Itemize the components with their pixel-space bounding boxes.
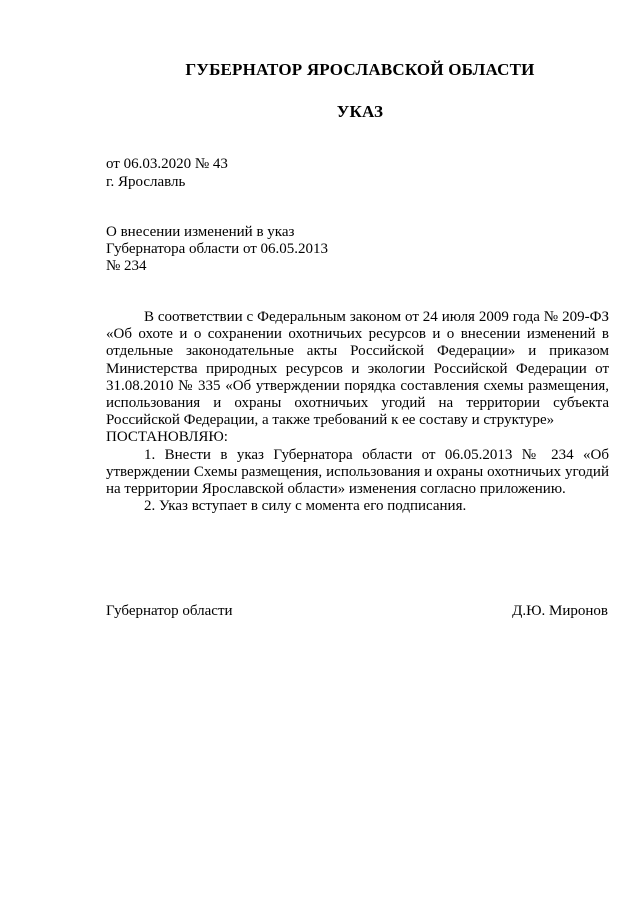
document-body xyxy=(106,309,609,515)
preamble-paragraph: В соответствии с Федеральным законом от 24 июля 2009 года № 209-ФЗ «Об охоте и о сохранении охотничьих ресурсов и о внесении изменений в отдельные законодательные акты Российской Федерации» и приказом Министерства природных ресурсов и экологии Российской Федерации от 31.08.2010 № 335 «Об утверждении порядка составления схемы размещения, использования и охраны охотничьих угодий на территории субъекта Российской Федерации, а также требований к ее составу и структуре» xyxy=(106,309,609,429)
document-date-number: от 06.03.2020 № 43 xyxy=(106,156,228,172)
document-city: г. Ярославль xyxy=(106,174,186,190)
signature-position: Губернатор области xyxy=(106,603,233,619)
item-1-paragraph: 1. Внести в указ Губернатора области от 06.05.2013 № 234 «Об утверждении Схемы размещения, использования и охраны охотничьих угодий на территории Ярославской области» изменения согласно приложению. xyxy=(106,446,609,498)
signature-name: Д.Ю. Миронов xyxy=(512,603,608,619)
document-authority: ГУБЕРНАТОР ЯРОСЛАВСКОЙ ОБЛАСТИ xyxy=(185,60,535,79)
subject-line-2: Губернатора области от 06.05.2013 xyxy=(106,241,329,257)
subject-line-1: О внесении изменений в указ xyxy=(106,224,295,240)
subject-line-3: № 234 xyxy=(106,258,147,274)
document-type: УКАЗ xyxy=(336,102,384,121)
item-2-paragraph: 2. Указ вступает в силу с момента его подписания. xyxy=(144,498,467,515)
resolve-statement: ПОСТАНОВЛЯЮ: xyxy=(106,429,228,446)
